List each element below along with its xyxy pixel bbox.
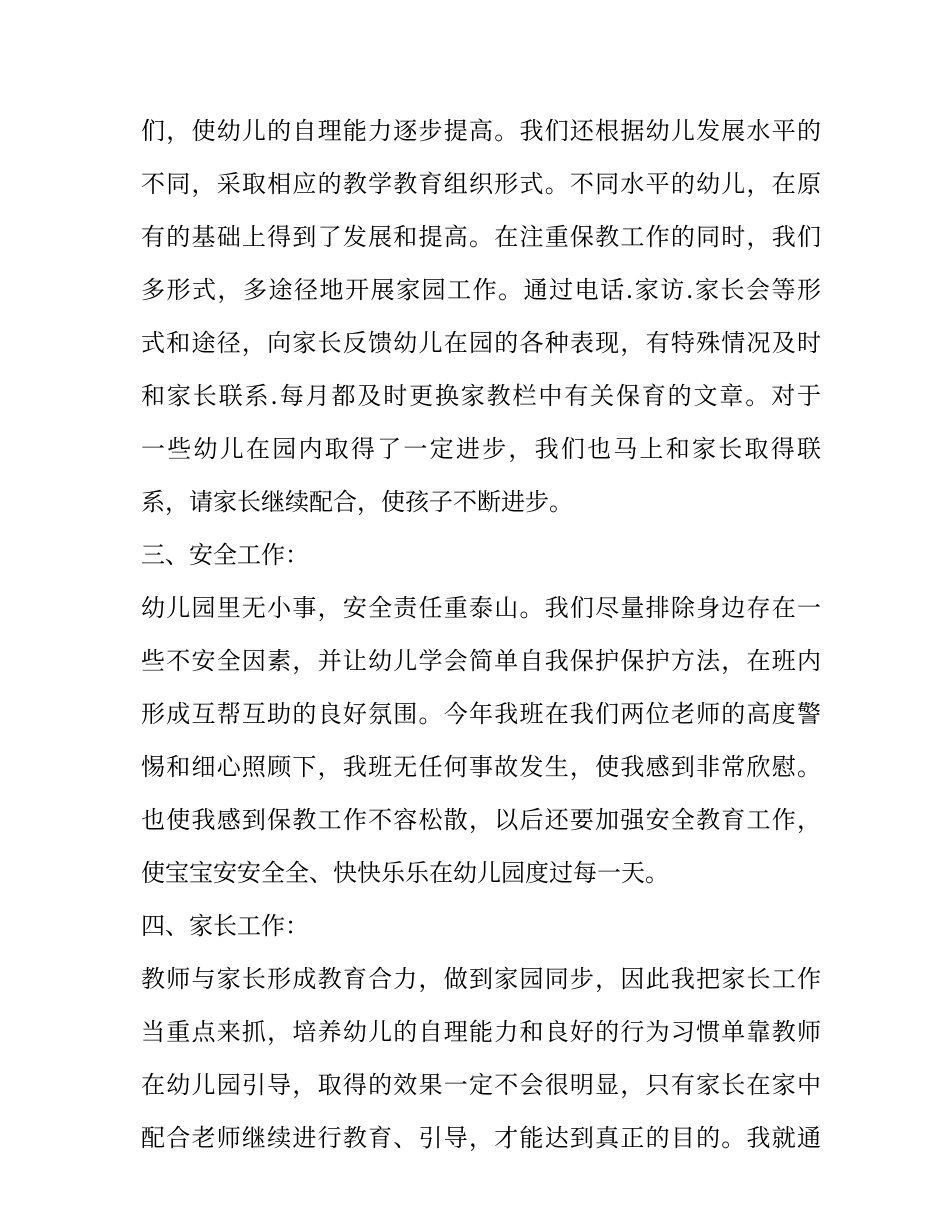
text-line-17: 教师与家长形成教育合力，做到家园同步，因此我把家长工作	[141, 965, 821, 993]
text-line-1: 们，使幼儿的自理能力逐步提高。我们还根据幼儿发展水平的	[141, 117, 821, 145]
text-line-18: 当重点来抓，培养幼儿的自理能力和良好的行为习惯单靠教师	[141, 1018, 821, 1046]
text-line-19: 在幼儿园引导，取得的效果一定不会很明显，只有家长在家中	[141, 1071, 821, 1099]
text-line-8: 系，请家长继续配合，使孩子不断进步。	[141, 488, 573, 516]
text-line-15: 使宝宝安安全全、快快乐乐在幼儿园度过每一天。	[141, 859, 669, 887]
text-line-14: 也使我感到保教工作不容松散，以后还要加强安全教育工作，	[141, 806, 821, 834]
body-text	[141, 105, 821, 1165]
text-line-12: 形成互帮互助的良好氛围。今年我班在我们两位老师的高度警	[141, 700, 821, 728]
text-line-13: 惕和细心照顾下，我班无任何事故发生，使我感到非常欣慰。	[141, 753, 821, 781]
section-heading-parents: 四、家长工作：	[141, 912, 309, 940]
text-line-5: 式和途径，向家长反馈幼儿在园的各种表现，有特殊情况及时	[141, 329, 821, 357]
text-line-20: 配合老师继续进行教育、引导，才能达到真正的目的。我就通	[141, 1124, 821, 1152]
text-line-4: 多形式，多途径地开展家园工作。通过电话.家访.家长会等形	[141, 276, 821, 304]
text-line-11: 些不安全因素，并让幼儿学会简单自我保护保护方法，在班内	[141, 647, 821, 675]
text-line-2: 不同，采取相应的教学教育组织形式。不同水平的幼儿，在原	[141, 170, 821, 198]
text-line-3: 有的基础上得到了发展和提高。在注重保教工作的同时，我们	[141, 223, 821, 251]
text-line-7: 一些幼儿在园内取得了一定进步，我们也马上和家长取得联	[141, 435, 821, 463]
section-heading-safety: 三、安全工作：	[141, 541, 309, 569]
text-line-6: 和家长联系.每月都及时更换家教栏中有关保育的文章。对于	[141, 382, 821, 410]
text-line-10: 幼儿园里无小事，安全责任重泰山。我们尽量排除身边存在一	[141, 594, 821, 622]
